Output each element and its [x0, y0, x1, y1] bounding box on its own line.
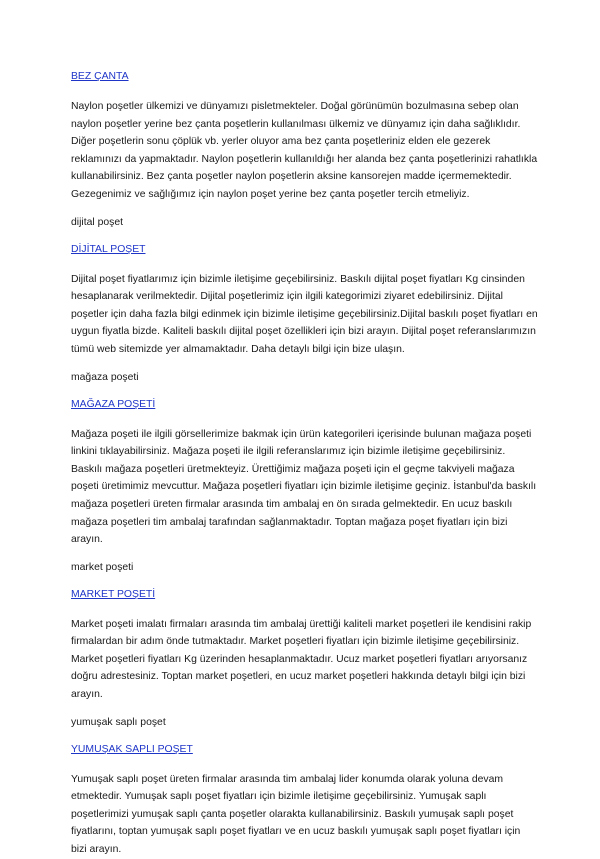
keyword-magaza-poseti: mağaza poşeti — [71, 371, 139, 383]
paragraph-bez-canta: Naylon poşetler ülkemizi ve dünyamızı pisletmekteler. Doğal görünümün bozulmasına sebep olan naylon poşetler yerine bez çanta poşetlerin kullanılması ülkemiz ve dünyamız için daha sağlıklıdır. Diğer poşetlerin sonu çöplük vb. yerler oluyor ama bez çanta poşetleriniz elden ele gezerek reklamınızı da yapmaktadır. Naylon poşetlerin kullanıldığı her alanda bez çanta poşetlerinizi rahatlıkla kullanabilirsiniz. Bez çanta poşetler naylon poşetlerin aksine kansorejen madde içermemektedir. Gezegenimiz ve sağlığımız için naylon poşet yerine bez çanta poşetler tercih etmeliyiz. — [71, 101, 538, 200]
keyword-yumusak-sapli-poset: yumuşak saplı poşet — [71, 716, 166, 728]
keyword-market-poseti: market poşeti — [71, 561, 134, 573]
link-yumusak-sapli-poset[interactable]: YUMUŞAK SAPLI POŞET — [71, 743, 193, 755]
paragraph-yumusak-sapli-poset: Yumuşak saplı poşet üreten firmalar arasında tim ambalaj lider konumda olarak yoluna devam etmektedir. Yumuşak saplı poşet fiyatları için bizimle iletişime geçebilirsiniz. Yumuşak saplı poşetlerimizi yumuşak saplı çanta poşetler olarakta kullanabilirsiniz. Baskılı yumuşak saplı poşet fiyatlarını, toptan yumuşak saplı poşet fiyatları ve en ucuz baskılı yumuşak saplı poşet fiyatları için bizi arayın. — [71, 773, 521, 856]
link-market-poseti[interactable]: MARKET POŞETİ — [71, 588, 156, 600]
paragraph-magaza-poseti: Mağaza poşeti ile ilgili görsellerimize bakmak için ürün kategorileri içerisinde bulunan mağaza poşeti linkini tıklayabilirsiniz. Mağaza poşeti ile ilgili referanslarımız için bizimle iletişime geçebilirsiniz. Baskılı mağaza poşetleri üretmekteyiz. Ürettiğimiz mağaza poşeti için el geçme takviyeli mağaza poşeti üretimimiz mevcuttur. Mağaza poşetleri fiyatları için bizimle iletişime geçiniz. İstanbul'da baskılı mağaza poşetleri üreten firmalar arasında tim ambalaj en ön sırada gelmektedir. En ucuz baskılı mağaza poşetleri tim ambalaj tarafından sağlanmaktadır. Toptan mağaza poşet fiyatları için bizi arayın. — [71, 428, 537, 546]
paragraph-market-poseti: Market poşeti imalatı firmaları arasında tim ambalaj ürettiği kaliteli market poşetleri ile kendisini rakip firmalardan bir adım önde tutmaktadır. Market poşetleri fiyatları için bizimle iletişime geçebilirsiniz. Market poşetleri fiyatları Kg üzerinden hesaplanmaktadır. Ucuz market poşetleri fiyatları arıyorsanız doğru adrestesiniz. Toptan market poşetleri, en ucuz market poşetleri hakkında detaylı bilgi için bizi arayın. — [71, 618, 532, 701]
link-dijital-poset[interactable]: DİJİTAL POŞET — [71, 243, 146, 255]
paragraph-dijital-poset: Dijital poşet fiyatlarımız için bizimle iletişime geçebilirsiniz. Baskılı dijital poşet fiyatları Kg cinsinden hesaplanarak verilmektedir. Dijital poşetlerimiz için ilgili kategorimizi ziyaret edebilirsiniz. Dijital poşetler için daha fazla bilgi edinmek için bizimle iletişime geçebilirsiniz.Dijital baskılı poşet fiyatları en uygun fiyatla bizde. Kaliteli baskılı dijital poşet özellikleri için bizi arayın. Dijital poşet referanslarımızın tümü web sitemizde yer almamaktadır. Daha detaylı bilgi için bize ulaşın. — [71, 273, 538, 355]
link-bez-canta[interactable]: BEZ ÇANTA — [71, 71, 129, 82]
link-magaza-poseti[interactable]: MAĞAZA POŞETİ — [71, 398, 156, 410]
keyword-dijital-poset: dijital poşet — [71, 216, 123, 228]
